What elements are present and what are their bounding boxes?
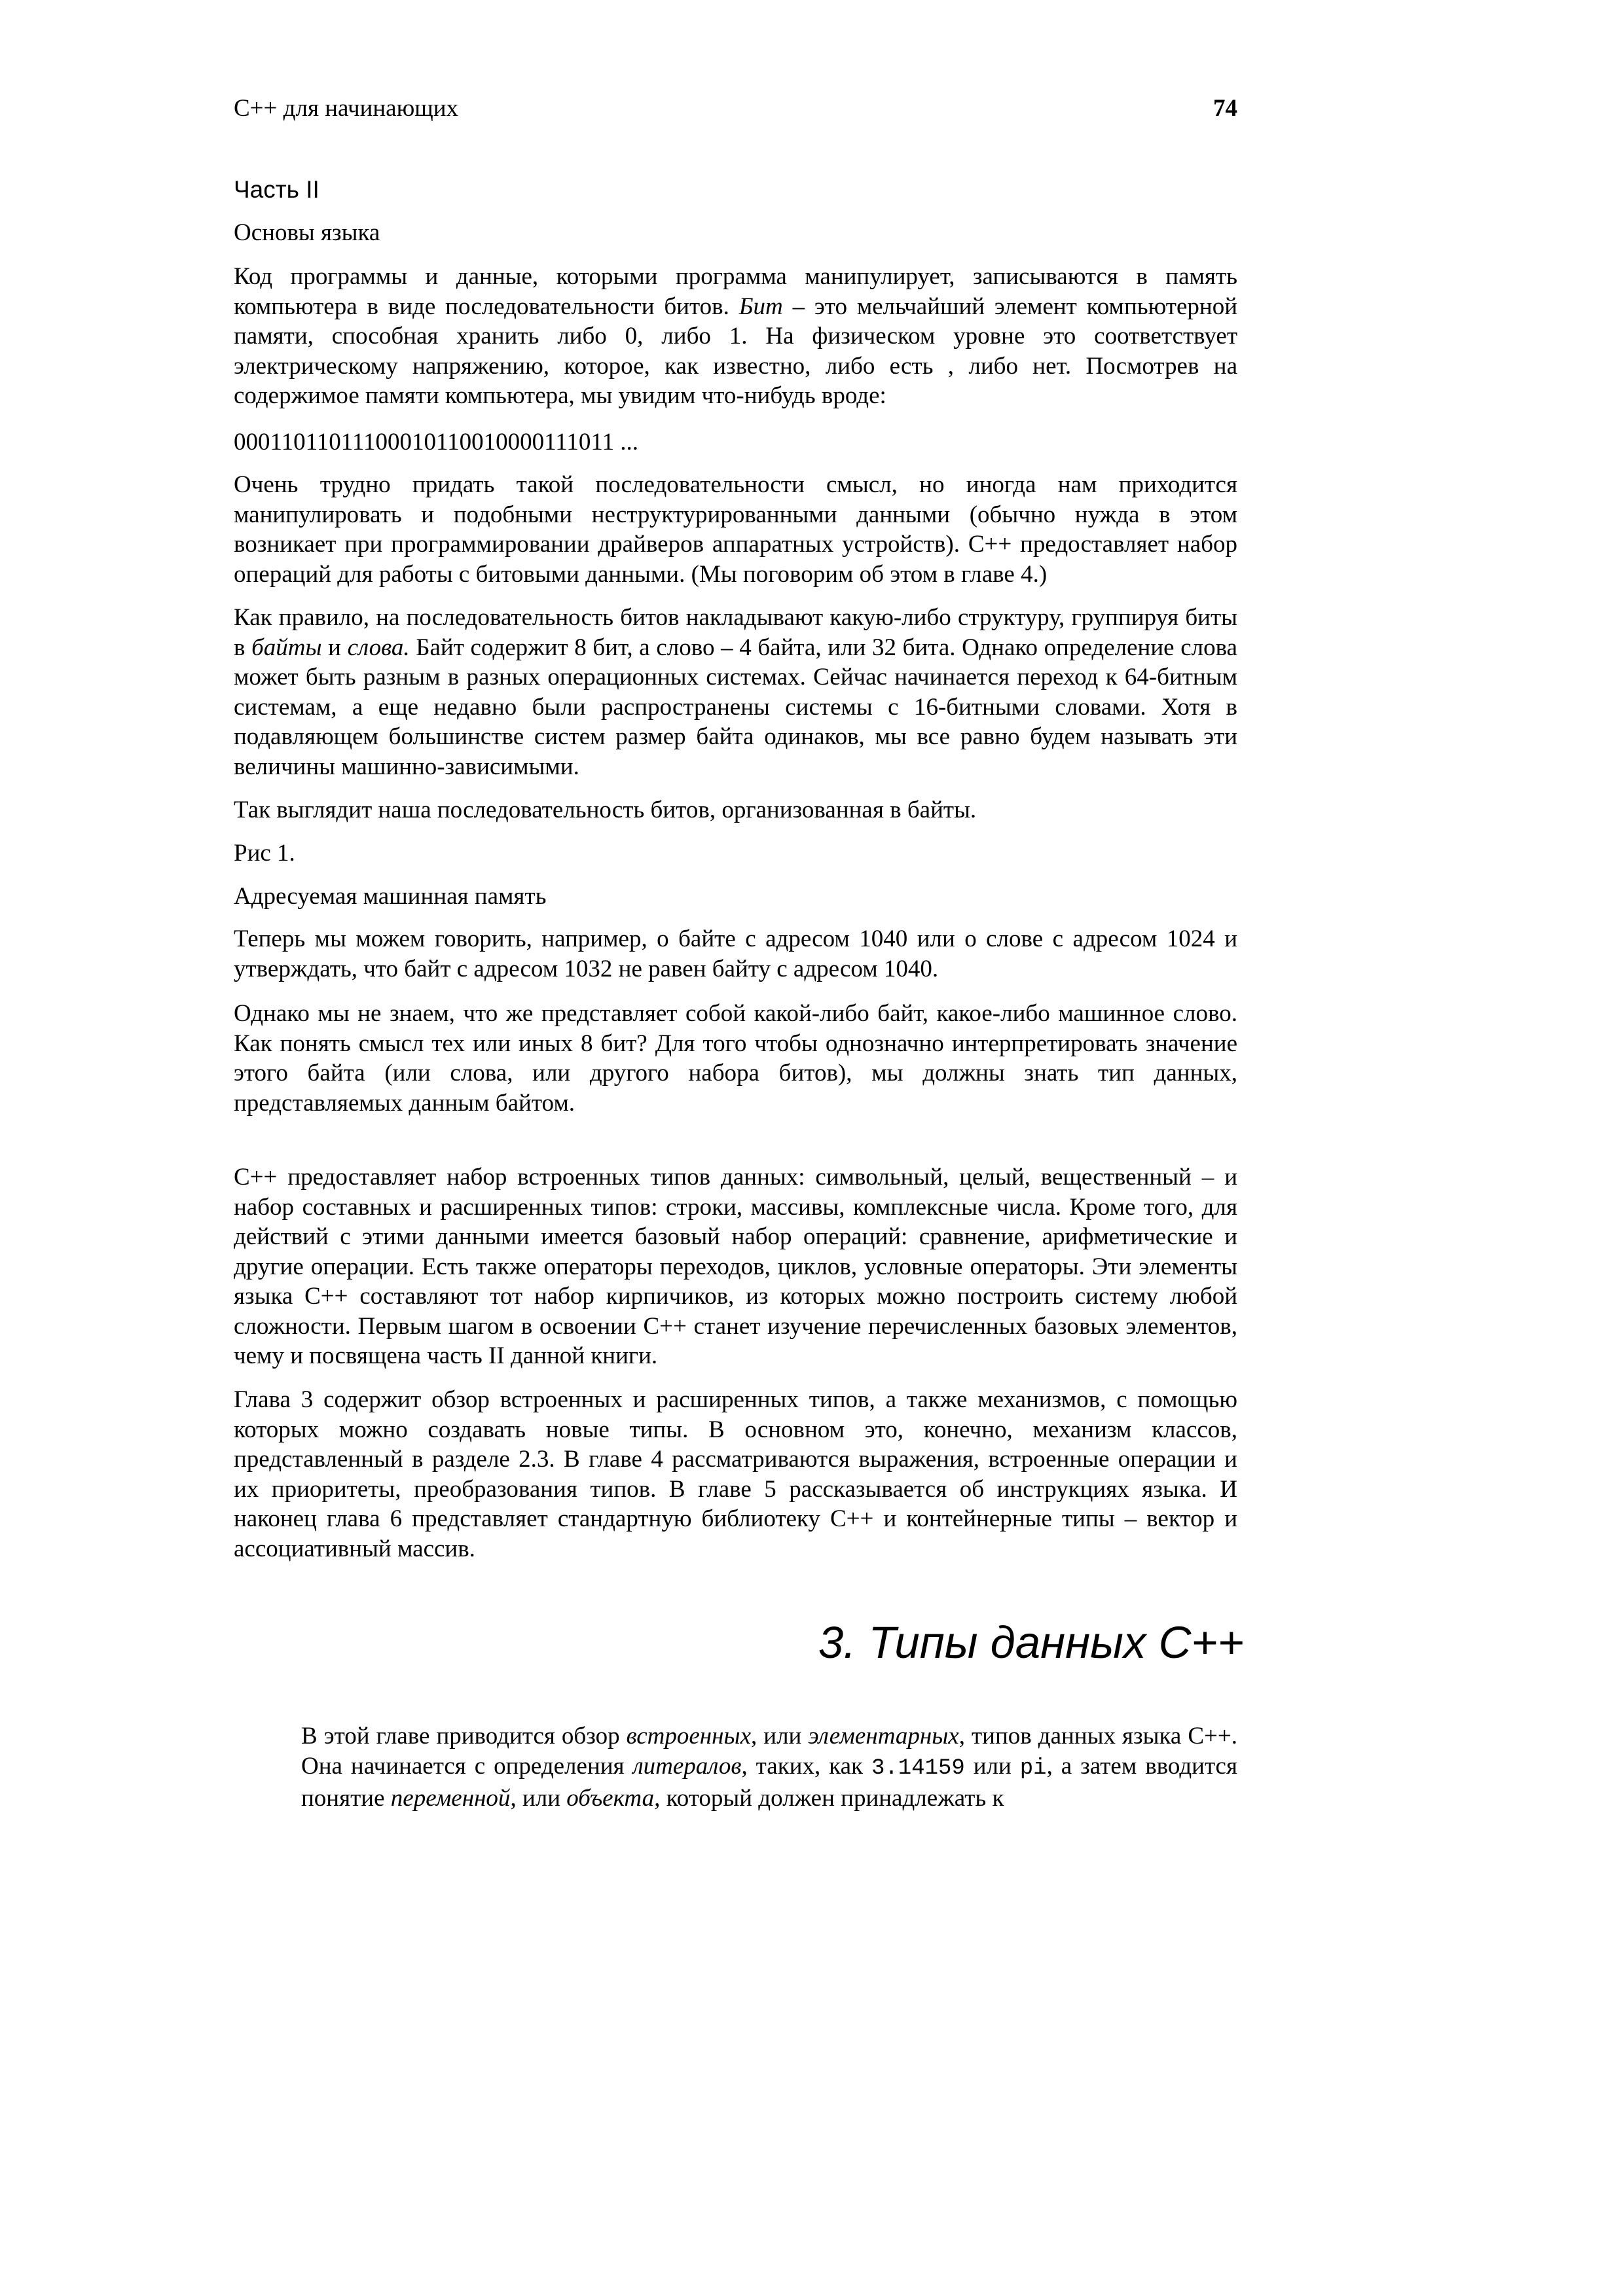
paragraph-bytes-layout: Так выглядит наша последовательность битов, организованная в байты. bbox=[234, 797, 977, 823]
code-identifier: pi bbox=[1019, 1755, 1047, 1781]
paragraph-text: – это мельчайший элемент компьютерной памяти, способная хранить либо 0, либо 1. На физическом уровне это соответствует электрическому напряжению, которое, как известно, либо есть , либо нет. Посмотрев на содержимое памяти компьютера, мы увидим что-нибудь вроде: bbox=[234, 293, 1237, 409]
paragraph-text: , или bbox=[751, 1723, 809, 1749]
figure-label: Рис 1. bbox=[234, 840, 295, 867]
chapter-intro-paragraph bbox=[301, 1721, 1237, 1814]
paragraph-text: или bbox=[964, 1752, 1020, 1780]
paragraph-text: В этой главе приводится обзор bbox=[301, 1723, 627, 1749]
paragraph-text: , типов данных языка С++. Она начинается с определения bbox=[301, 1723, 1237, 1780]
paragraph-text: , а затем вводится понятие bbox=[301, 1752, 1238, 1812]
figure-caption: Адресуемая машинная память bbox=[234, 883, 547, 910]
paragraph-text: , таких, как bbox=[741, 1752, 871, 1780]
bit-sequence: 00011011011100010110010000111011 ... bbox=[234, 429, 639, 456]
paragraph-bits-intro bbox=[234, 262, 1237, 411]
term-object: объекта, bbox=[566, 1785, 661, 1812]
paragraph-text: Как правило, на последовательность битов накладывают какую-либо структуру, группируя биты в bbox=[234, 604, 1237, 661]
term-bit: Бит bbox=[739, 293, 783, 320]
chapter-title: 3. Типы данных С++ bbox=[818, 1617, 1244, 1668]
term-elementary: элементарных bbox=[808, 1723, 959, 1749]
paragraph-text: , или bbox=[510, 1785, 567, 1812]
paragraph-data-types: Однако мы не знаем, что же представляет собой какой-либо байт, какое-либо машинное слово. Как понять смысл тех или иных 8 бит? Для того чтобы однозначно интерпретировать значение этого байта (или слова, или другого набора битов), мы должны знать тип данных, представляемых данным байтом. bbox=[234, 1000, 1237, 1117]
term-bytes: байты bbox=[251, 634, 322, 661]
part-subtitle: Основы языка bbox=[234, 219, 380, 246]
term-words: слова. bbox=[347, 634, 410, 661]
paragraph-chapter-overview: Глава 3 содержит обзор встроенных и расширенных типов, а также механизмов, с помощью которых можно создавать новые типы. В основном это, конечно, механизм классов, представленный в разделе 2.3. В главе 4 рассматриваются выражения, встроенные операции и их приоритеты, преобразования типов. В главе 5 рассказывается об инструкциях языка. И наконец глава 6 представляет стандартную библиотеку С++ и контейнерные типы – вектор и ассоциативный массив. bbox=[234, 1386, 1237, 1562]
paragraph-addresses: Теперь мы можем говорить, например, о байте с адресом 1040 или о слове с адресом 1024 и утверждать, что байт с адресом 1032 не равен байту с адресом 1040. bbox=[234, 925, 1237, 982]
paragraph-unstructured-data: Очень трудно придать такой последовательности смысл, но иногда нам приходится манипулировать и подобными неструктурированными данными (обычно нужда в этом возникает при программировании драйверов аппаратных устройств). С++ предоставляет набор операций для работы с битовыми данными. (Мы поговорим об этом в главе 4.) bbox=[234, 471, 1237, 588]
code-literal: 3.14159 bbox=[871, 1755, 965, 1781]
paragraph-text: который должен принадлежать к bbox=[660, 1785, 1004, 1812]
running-header-title: C++ для начинающих bbox=[234, 95, 459, 122]
part-title: Часть II bbox=[234, 176, 319, 203]
term-builtin: встроенных bbox=[626, 1723, 751, 1749]
paragraph-text: и bbox=[321, 634, 348, 661]
paragraph-builtin-types: С++ предоставляет набор встроенных типов данных: символьный, целый, вещественный – и набор составных и расширенных типов: строки, массивы, комплексные числа. Кроме того, для действий с этими данными имеется базовый набор операций: сравнение, арифметические и другие операции. Есть также операторы переходов, циклов, условные операторы. Эти элементы языка С++ составляют тот набор кирпичиков, из которых можно построить систему любой сложности. Первым шагом в освоении С++ станет изучение перечисленных базовых элементов, чему и посвящена часть II данной книги. bbox=[234, 1164, 1237, 1369]
paragraph-text: Байт содержит 8 бит, а слово – 4 байта, или 32 бита. Однако определение слова может быть разным в разных операционных системах. Сейчас начинается переход к 64-битным системам, а еще недавно были распространены системы с 16-битными словами. Хотя в подавляющем большинстве систем размер байта одинаков, мы все равно будем называть эти величины машинно-зависимыми. bbox=[234, 634, 1237, 780]
term-variable: переменной bbox=[390, 1785, 511, 1812]
term-literals: литералов bbox=[632, 1752, 742, 1780]
paragraph-text: Код программы и данные, которыми программа манипулирует, записываются в память компьютера в виде последовательности битов. bbox=[234, 263, 1237, 320]
page-number: 74 bbox=[1213, 95, 1237, 122]
paragraph-bytes-words bbox=[234, 603, 1237, 781]
